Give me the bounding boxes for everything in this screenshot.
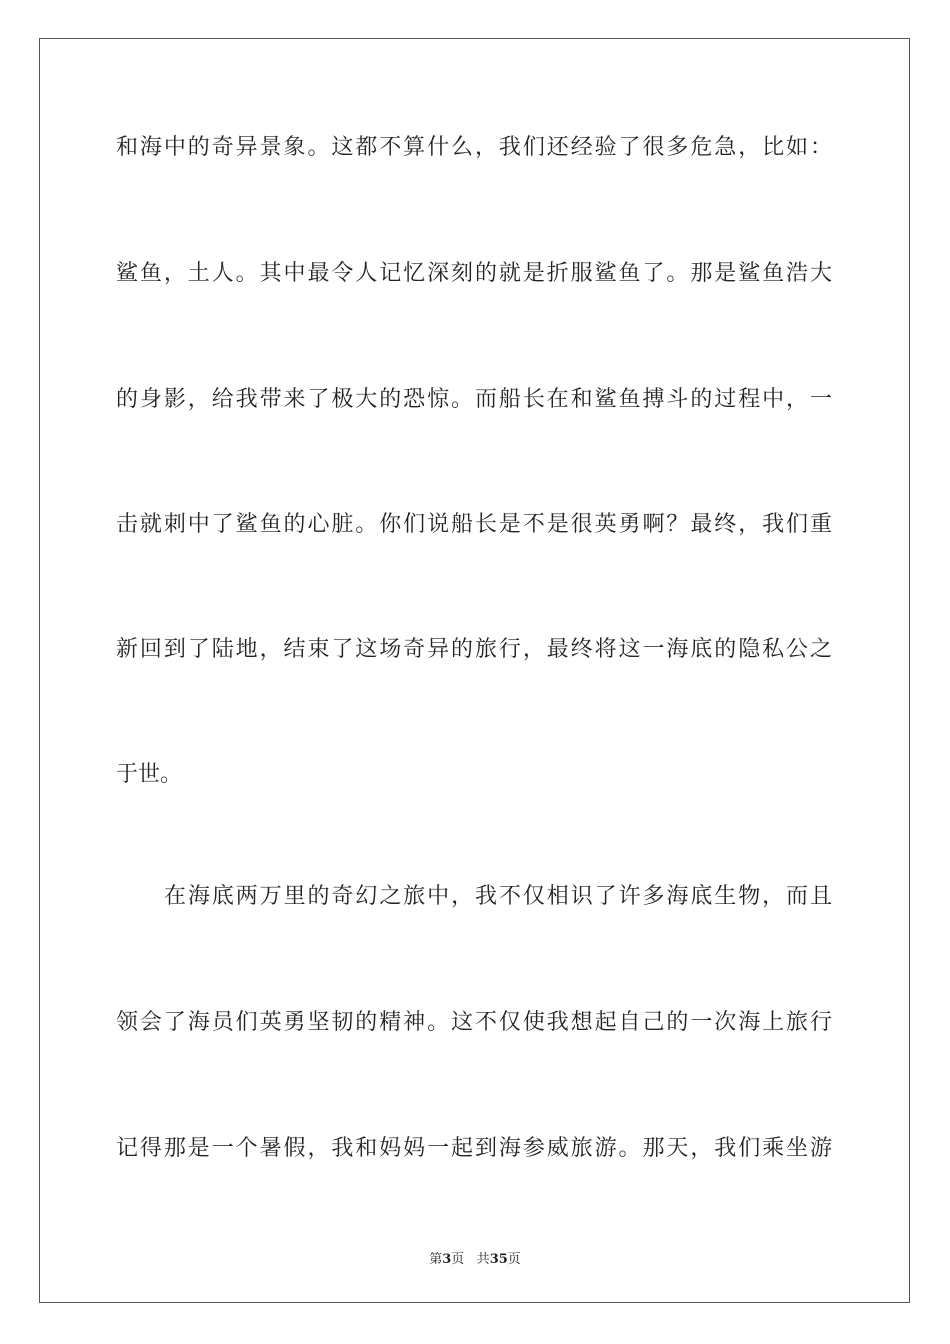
body-text-line-5: 新回到了陆地，结束了这场奇异的旅行，最终将这一海底的隐私公之 [116,637,832,662]
total-pages: 35 [489,1252,508,1267]
body-text-line-7: 在海底两万里的奇幻之旅中，我不仅相识了许多海底生物，而且 [164,884,832,909]
page-prefix: 第 [429,1252,443,1267]
body-text-line-8: 领会了海员们英勇坚韧的精神。这不仅使我想起自己的一次海上旅行 [116,1010,832,1035]
body-text-line-9: 记得那是一个暑假，我和妈妈一起到海参威旅游。那天，我们乘坐游 [116,1136,832,1161]
body-text-line-1: 和海中的奇异景象。这都不算什么，我们还经验了很多危急，比如： [116,135,832,160]
body-text-line-6: 于世。 [116,762,183,787]
body-text-line-2: 鲨鱼，土人。其中最令人记忆深刻的就是折服鲨鱼了。那是鲨鱼浩大 [116,261,832,286]
body-text-line-4: 击就刺中了鲨鱼的心脏。你们说船长是不是很英勇啊？最终，我们重 [116,512,832,537]
total-suffix: 页 [507,1252,521,1267]
body-text-line-3: 的身影，给我带来了极大的恐惊。而船长在和鲨鱼搏斗的过程中，一 [116,387,832,412]
page-suffix: 页 [451,1252,465,1267]
total-prefix: 共 [476,1252,490,1267]
page-number: 3 [442,1252,452,1267]
page-footer [0,1248,950,1267]
page-border [39,38,910,1303]
